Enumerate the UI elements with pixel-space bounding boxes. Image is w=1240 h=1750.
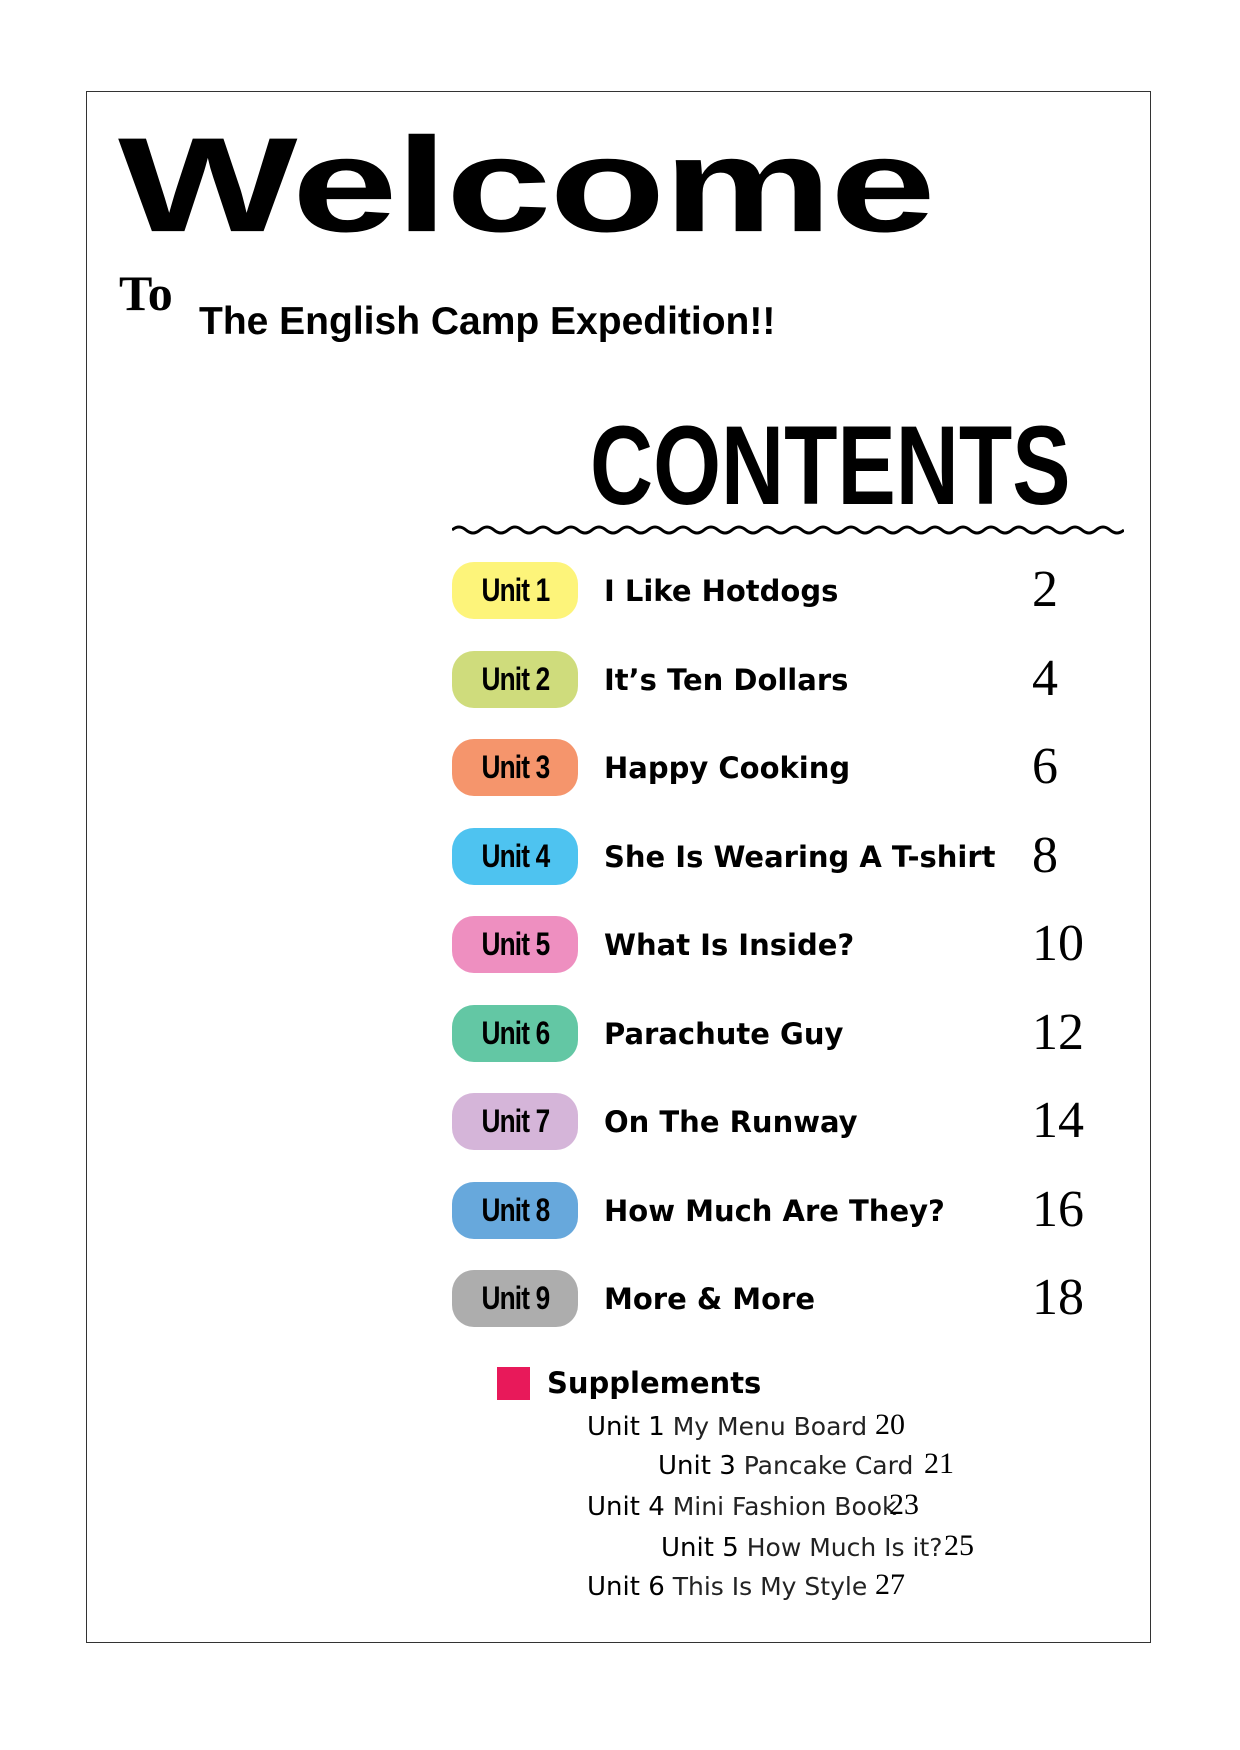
unit-badge-label: Unit 5 [481,926,549,962]
contents-item-unit-4[interactable] [452,828,1112,917]
unit-title: Happy Cooking [604,751,851,785]
page-number: 6 [1032,738,1058,795]
contents-list [452,562,1112,1359]
to-label: To [119,265,173,321]
unit-title: She Is Wearing A T-shirt [604,839,996,874]
contents-item-unit-1[interactable] [452,562,1112,651]
supplement-item[interactable] [587,1568,905,1602]
unit-title: How Much Are They? [604,1193,945,1228]
contents-title: CONTENTS [590,403,1071,528]
unit-badge [452,916,578,973]
page-subtitle: The English Camp Expedition!! [199,300,776,343]
unit-title: More & More [604,1282,815,1316]
supplement-name: This Is My Style [672,1572,868,1601]
supplement-unit: Unit 1 [587,1412,665,1442]
unit-badge [452,739,578,796]
supplement-item[interactable] [587,1488,919,1522]
supplement-item[interactable] [587,1408,905,1442]
unit-badge [452,1005,578,1062]
unit-title: On The Runway [604,1105,858,1139]
unit-title: It’s Ten Dollars [604,662,849,697]
page-number: 10 [1032,915,1084,972]
unit-badge [452,1270,578,1327]
page-number: 16 [1032,1180,1084,1238]
unit-badge [452,828,578,885]
unit-title: I Like Hotdogs [604,574,839,608]
supplement-unit: Unit 4 [587,1492,665,1522]
unit-badge-label: Unit 9 [481,1280,549,1316]
supplement-name: Mini Fashion Book [672,1492,897,1521]
supplement-page: 21 [924,1447,954,1480]
wavy-divider [452,518,1124,542]
unit-badge-label: Unit 1 [481,572,549,608]
unit-badge [452,562,578,619]
unit-badge-label: Unit 2 [481,660,549,697]
unit-badge-label: Unit 6 [481,1014,549,1051]
square-bullet-icon [497,1367,530,1400]
supplement-item[interactable] [658,1447,954,1481]
supplements-label: Supplements [547,1366,762,1400]
unit-badge-label: Unit 8 [481,1191,549,1228]
unit-badge-label: Unit 7 [481,1103,549,1139]
supplement-page: 27 [875,1568,905,1601]
contents-item-unit-2[interactable] [452,651,1112,740]
contents-item-unit-5[interactable] [452,916,1112,1005]
page-number: 2 [1032,561,1058,618]
supplement-page: 25 [944,1529,974,1562]
unit-badge [452,1182,578,1239]
page-number: 18 [1032,1269,1084,1326]
page-number: 8 [1032,826,1058,884]
contents-item-unit-7[interactable] [452,1093,1112,1182]
supplement-unit: Unit 6 [587,1572,665,1602]
supplement-item[interactable] [661,1529,974,1563]
supplement-unit: Unit 3 [658,1451,736,1481]
unit-badge [452,1093,578,1150]
page-number: 4 [1032,649,1058,707]
page-number: 12 [1032,1003,1084,1061]
unit-badge-label: Unit 4 [481,837,549,874]
unit-badge [452,651,578,708]
supplement-unit: Unit 5 [661,1533,739,1563]
supplement-name: Pancake Card [743,1451,914,1480]
supplement-name: My Menu Board [672,1412,868,1441]
unit-title: Parachute Guy [604,1016,844,1051]
contents-item-unit-8[interactable] [452,1182,1112,1271]
supplement-page: 20 [875,1408,905,1441]
page-number: 14 [1032,1092,1084,1149]
contents-item-unit-6[interactable] [452,1005,1112,1094]
supplement-page: 23 [889,1488,919,1521]
contents-item-unit-9[interactable] [452,1270,1112,1359]
unit-title: What Is Inside? [604,928,855,962]
supplement-name: How Much Is it? [746,1533,943,1562]
contents-item-unit-3[interactable] [452,739,1112,828]
unit-badge-label: Unit 3 [481,749,549,785]
welcome-heading: Welcome [118,109,934,260]
